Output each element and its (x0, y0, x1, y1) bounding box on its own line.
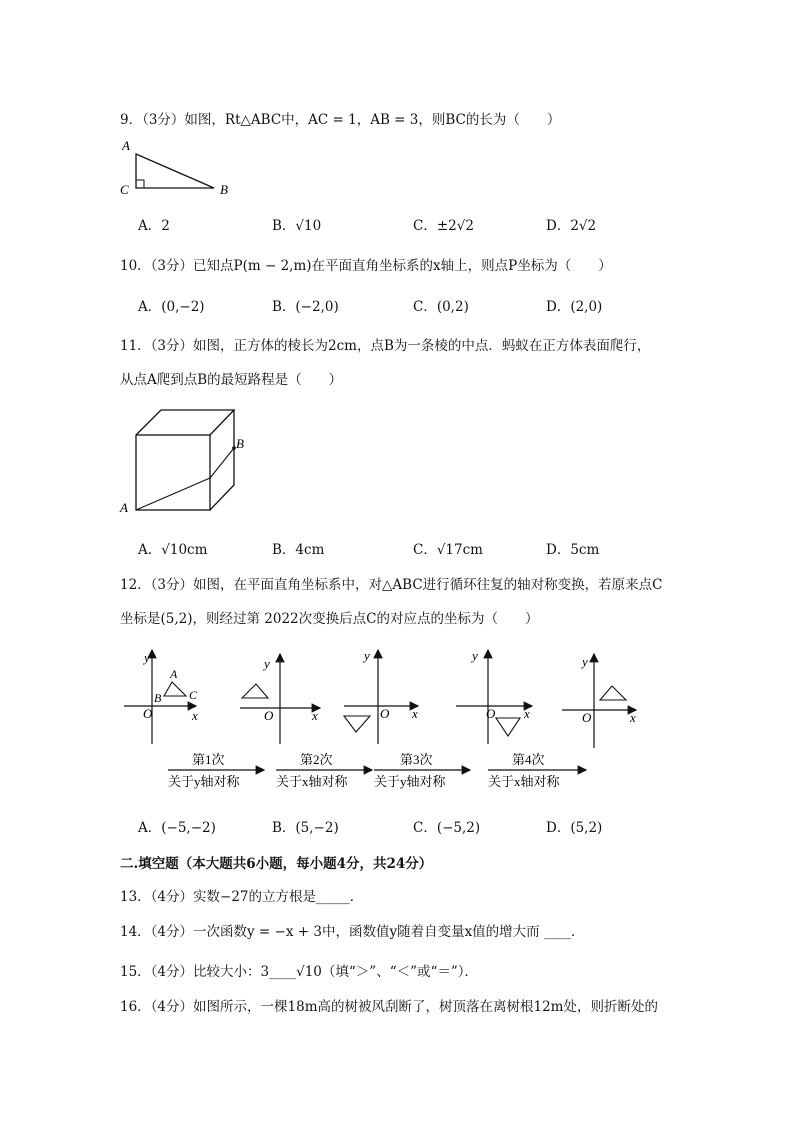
svg-text:x: x (312, 708, 318, 723)
label-c: C (120, 182, 129, 197)
section-fill-in-heading: 二.填空题（本大题共6小题，每小题4分，共24分） (120, 856, 433, 872)
step-4 (488, 752, 586, 789)
plot-1-original (124, 650, 198, 744)
triangle-reflected-2 (344, 716, 370, 732)
svg-text:第1次: 第1次 (192, 752, 225, 767)
step-3 (374, 752, 470, 789)
q9-text: 9．（3分）如图，Rt△ABC中，AC = 1，AB = 3，则BC的长为（ ） (120, 112, 561, 128)
svg-text:第4次: 第4次 (512, 752, 545, 767)
svg-text:关于x轴对称: 关于x轴对称 (488, 774, 560, 789)
triangle-reflected-3 (496, 718, 520, 736)
plot-4-y-reflection (456, 648, 532, 744)
svg-text:关于y轴对称: 关于y轴对称 (168, 774, 240, 789)
svg-text:y: y (582, 654, 588, 669)
q15-text: 15．（4分）比较大小：3____√10（填“＞”、“＜”或“＝”）． (120, 964, 479, 980)
plot-3-x-reflection (344, 648, 418, 744)
plot-2-y-reflection (240, 654, 320, 744)
label-a: A (122, 138, 130, 153)
svg-text:C: C (189, 688, 198, 702)
q12-transform-figure (116, 640, 656, 800)
q12-text-line2: 坐标是(5,2)，则经过第 2022次变换后点C的对应点的坐标为（ ） (120, 611, 539, 627)
q9-option-b[interactable]: B．√10 (272, 218, 322, 234)
svg-text:x: x (630, 710, 636, 725)
cube-top-face (136, 410, 234, 435)
q12-option-d[interactable]: D．(5,2) (546, 820, 603, 836)
q11-text-line1: 11．（3分）如图，正方体的棱长为2cm，点B为一条棱的中点．蚂蚁在正方体表面爬行， (120, 338, 651, 354)
q9-option-c[interactable]: C．±2√2 (413, 218, 474, 234)
q12-text-line1: 12．（3分）如图，在平面直角坐标系中，对△ABC进行循环往复的轴对称变换，若原来点C (120, 577, 663, 593)
label-b: B (236, 436, 244, 451)
q10-option-b[interactable]: B．(−2,0) (272, 299, 339, 315)
svg-text:关于y轴对称: 关于y轴对称 (374, 774, 446, 789)
svg-text:x: x (524, 706, 530, 721)
svg-text:x: x (412, 706, 418, 721)
svg-text:关于x轴对称: 关于x轴对称 (276, 774, 348, 789)
label-a: A (120, 500, 128, 515)
svg-text:y: y (144, 650, 150, 665)
svg-text:y: y (264, 656, 270, 671)
svg-text:O: O (380, 706, 390, 721)
q10-option-c[interactable]: C．(0,2) (413, 299, 469, 315)
q12-option-b[interactable]: B．(5,−2) (272, 820, 339, 836)
q11-option-c[interactable]: C．√17cm (413, 542, 483, 558)
svg-text:O: O (143, 706, 153, 721)
svg-text:O: O (582, 710, 592, 725)
q12-option-c[interactable]: C．(−5,2) (413, 820, 481, 836)
svg-text:O: O (486, 706, 496, 721)
step-1 (168, 752, 264, 789)
q11-option-a[interactable]: A．√10cm (138, 542, 208, 558)
path-front (136, 478, 210, 510)
svg-text:y: y (472, 648, 478, 663)
q16-text: 16．（4分）如图所示，一棵18m高的树被风刮断了，树顶落在离树根12m处，则折断处的 (120, 999, 658, 1015)
triangle-reflected-4 (600, 686, 626, 700)
q13-text: 13．（4分）实数−27的立方根是_____． (120, 889, 364, 905)
path-side (210, 448, 234, 478)
svg-text:A: A (170, 667, 178, 681)
q11-option-d[interactable]: D．5cm (546, 542, 600, 558)
q11-cube-figure (116, 400, 256, 520)
q10-option-a[interactable]: A．(0,−2) (138, 299, 205, 315)
q9-option-d[interactable]: D．2√2 (546, 218, 597, 234)
step-2 (276, 752, 372, 789)
svg-text:B: B (154, 691, 162, 705)
q10-option-d[interactable]: D．(2,0) (546, 299, 603, 315)
svg-text:O: O (264, 708, 274, 723)
svg-text:y: y (364, 648, 370, 663)
q11-text-line2: 从点A爬到点B的最短路程是（ ） (120, 372, 343, 388)
svg-text:第3次: 第3次 (400, 752, 433, 767)
q10-text: 10．（3分）已知点P(m − 2,m)在平面直角坐标系的x轴上，则点P坐标为（ ） (120, 258, 612, 274)
q11-option-b[interactable]: B．4cm (272, 542, 325, 558)
triangle-abc (136, 154, 214, 188)
cube-side-face (210, 410, 234, 510)
plot-5-x-reflection (562, 654, 636, 748)
q12-option-a[interactable]: A．(−5,−2) (138, 820, 216, 836)
cube-front-face (136, 435, 210, 510)
q9-right-triangle-figure (116, 136, 236, 200)
triangle-abc (164, 682, 186, 696)
q9-option-a[interactable]: A．2 (138, 218, 170, 234)
right-angle-mark (136, 180, 144, 188)
triangle-reflected-1 (242, 684, 268, 698)
svg-text:第2次: 第2次 (300, 752, 333, 767)
q14-text: 14．（4分）一次函数y = −x + 3中，函数值y随着自变量x值的增大而 ____． (120, 924, 585, 940)
label-b: B (220, 182, 228, 197)
svg-text:x: x (192, 708, 198, 723)
